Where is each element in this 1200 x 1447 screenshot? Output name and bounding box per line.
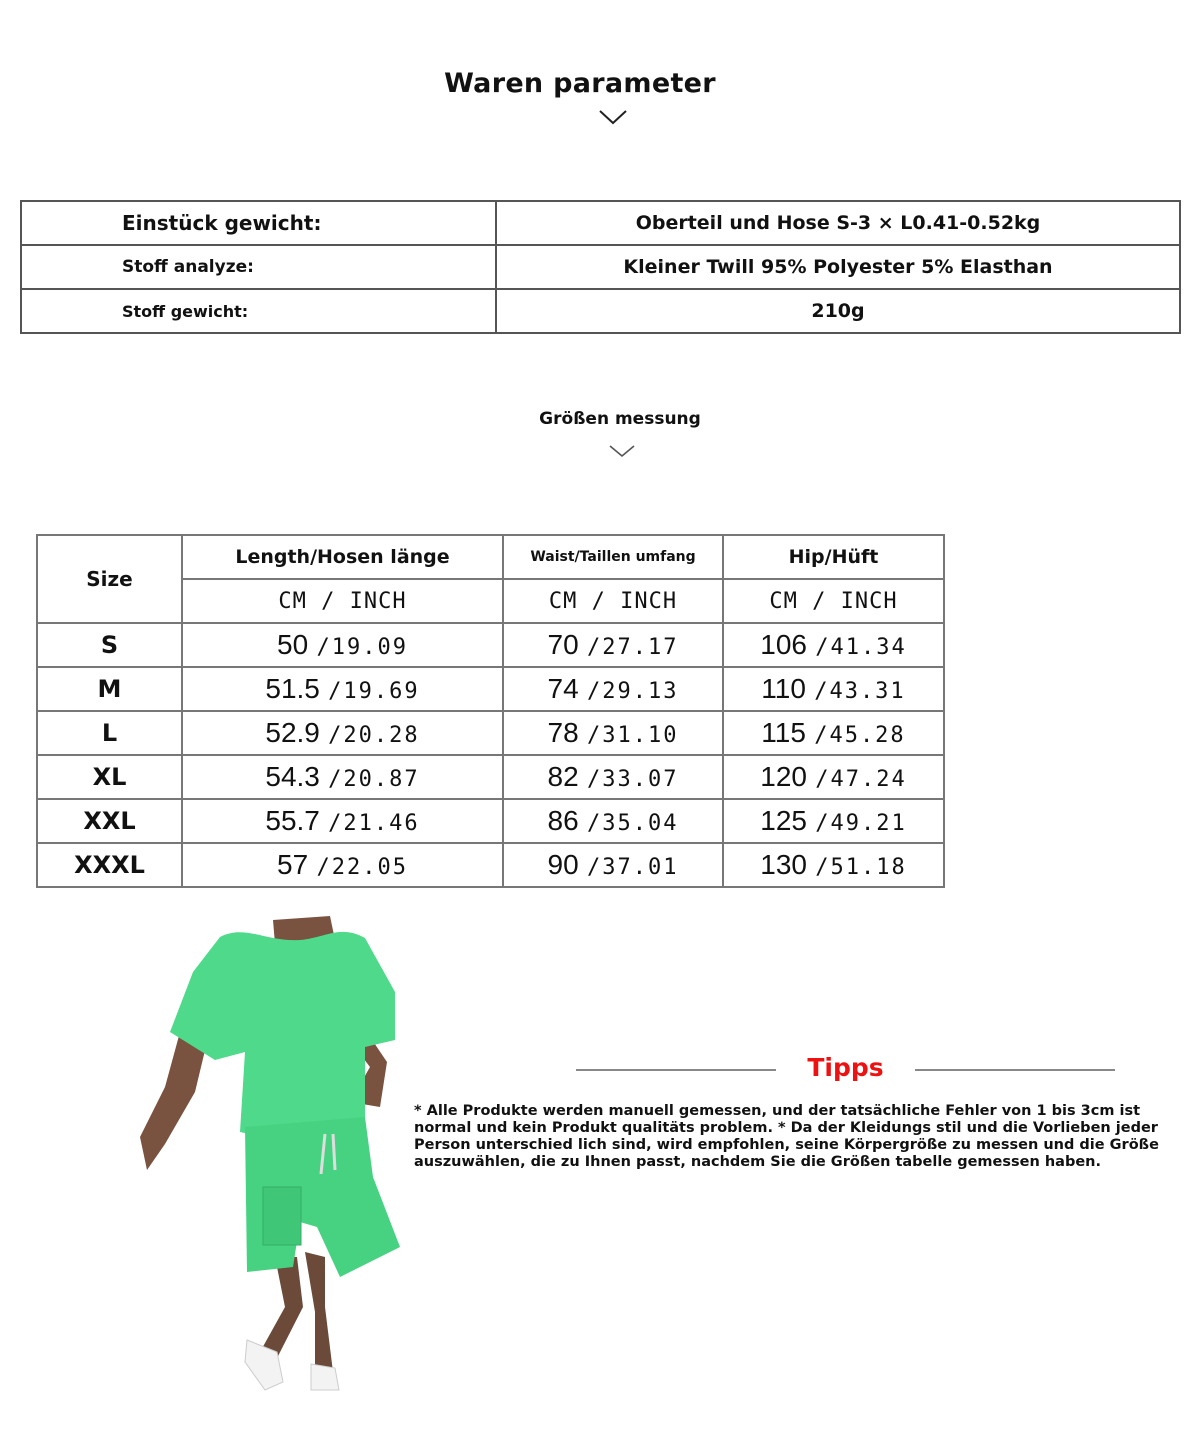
parameter-table (20, 200, 1181, 334)
hip-cell (723, 843, 944, 887)
hip-cell (723, 623, 944, 667)
hip-cell (723, 667, 944, 711)
size-header: Size (37, 535, 182, 623)
divider-line (915, 1069, 1115, 1071)
waist-cell (503, 711, 723, 755)
waist-inch-value: /37.01 (586, 855, 679, 880)
waist-cell (503, 755, 723, 799)
size-row (37, 623, 944, 667)
parameter-value: 210g (496, 289, 1180, 333)
parameter-label: Einstück gewicht: (21, 201, 496, 245)
model-photo (125, 912, 410, 1394)
length-cm-value: 52.9 (265, 717, 320, 748)
waist-cell (503, 623, 723, 667)
tips-text: * Alle Produkte werden manuell gemessen, und der tatsächliche Fehler von 1 bis 3cm ist normal und kein Produkt qualitäts problem. * Da der Kleidungs stil und die Vorlieben jeder Person unterschied lich sind, wird empfohlen, seine Körpergröße zu messen und die Größe auszuwählen, die zu Ihnen passt, nachdem Sie die Größen tabelle gemessen haben. (414, 1103, 1159, 1170)
size-table (36, 534, 945, 888)
size-table-header (37, 535, 944, 579)
waist-inch-value: /31.10 (586, 723, 679, 748)
waist-cm-value: 70 (547, 629, 579, 660)
waist-inch-value: /35.04 (586, 811, 679, 836)
size-row (37, 667, 944, 711)
hip-inch-value: /49.21 (815, 811, 907, 836)
model-leg-right (305, 1252, 333, 1372)
waist-cm-value: 90 (547, 849, 579, 880)
hip-cm-value: 106 (760, 629, 807, 660)
size-label: XXXL (37, 843, 182, 887)
hip-header: Hip/Hüft (723, 535, 944, 579)
hip-cm-value: 120 (760, 761, 807, 792)
size-label: L (37, 711, 182, 755)
parameter-row (21, 289, 1180, 333)
length-inch-value: /22.05 (316, 855, 408, 880)
unit-label: CM / INCH (723, 579, 944, 623)
length-cm-value: 50 (277, 629, 309, 660)
hip-cell (723, 711, 944, 755)
hip-inch-value: /43.31 (814, 679, 906, 704)
length-cm-value: 55.7 (265, 805, 320, 836)
hip-inch-value: /47.24 (815, 767, 907, 792)
parameter-value: Kleiner Twill 95% Polyester 5% Elasthan (496, 245, 1180, 289)
hip-cm-value: 115 (761, 717, 806, 748)
length-inch-value: /19.09 (316, 635, 408, 660)
length-inch-value: /21.46 (328, 811, 420, 836)
size-label: XXL (37, 799, 182, 843)
section-subtitle: Größen messung (539, 409, 701, 429)
length-cell (182, 799, 503, 843)
parameter-row (21, 245, 1180, 289)
length-header: Length/Hosen länge (182, 535, 503, 579)
size-label: M (37, 667, 182, 711)
cargo-pocket (263, 1187, 301, 1245)
waist-inch-value: /33.07 (586, 767, 679, 792)
size-row (37, 755, 944, 799)
shoe-right-icon (311, 1364, 339, 1390)
unit-label: CM / INCH (503, 579, 723, 623)
waist-inch-value: /29.13 (586, 679, 679, 704)
size-row (37, 843, 944, 887)
waist-cm-value: 86 (547, 805, 579, 836)
chevron-down-icon (598, 108, 628, 126)
length-cell (182, 755, 503, 799)
waist-cell (503, 799, 723, 843)
length-inch-value: /19.69 (328, 679, 420, 704)
length-cell (182, 711, 503, 755)
model-arm-left (140, 1032, 207, 1170)
parameter-label: Stoff gewicht: (21, 289, 496, 333)
chevron-down-icon (608, 443, 636, 459)
length-cell (182, 623, 503, 667)
hip-cell (723, 799, 944, 843)
parameter-label: Stoff analyze: (21, 245, 496, 289)
waist-cm-value: 82 (547, 761, 579, 792)
length-inch-value: /20.87 (328, 767, 420, 792)
waist-cm-value: 78 (547, 717, 579, 748)
waist-cell (503, 667, 723, 711)
size-label: S (37, 623, 182, 667)
length-cm-value: 54.3 (265, 761, 320, 792)
hip-cm-value: 110 (761, 673, 806, 704)
parameter-row (21, 201, 1180, 245)
hip-inch-value: /45.28 (814, 723, 906, 748)
size-label: XL (37, 755, 182, 799)
page-title: Waren parameter (444, 68, 716, 99)
length-cell (182, 667, 503, 711)
size-row (37, 711, 944, 755)
tshirt (170, 932, 395, 1136)
length-inch-value: /20.28 (328, 723, 420, 748)
tips-title: Tipps (807, 1053, 884, 1082)
hip-cm-value: 125 (760, 805, 807, 836)
waist-inch-value: /27.17 (586, 635, 679, 660)
model-leg-left (260, 1257, 303, 1362)
hip-inch-value: /41.34 (815, 635, 907, 660)
waist-cell (503, 843, 723, 887)
waist-header: Waist/Taillen umfang (503, 535, 723, 579)
divider-line (576, 1069, 776, 1071)
unit-label: CM / INCH (182, 579, 503, 623)
parameter-value: Oberteil und Hose S-3 × L0.41-0.52kg (496, 201, 1180, 245)
hip-cm-value: 130 (760, 849, 807, 880)
length-cm-value: 57 (277, 849, 309, 880)
length-cell (182, 843, 503, 887)
waist-cm-value: 74 (547, 673, 579, 704)
hip-inch-value: /51.18 (815, 855, 907, 880)
length-cm-value: 51.5 (265, 673, 320, 704)
size-row (37, 799, 944, 843)
hip-cell (723, 755, 944, 799)
